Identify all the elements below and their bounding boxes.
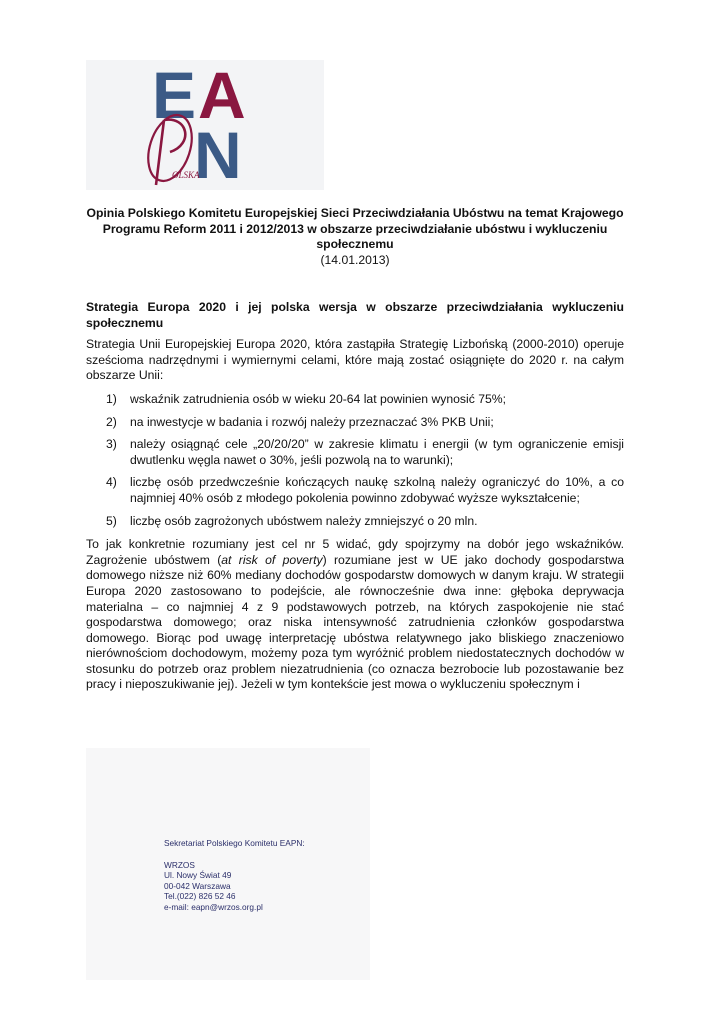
list-text: liczbę osób przedwcześnie kończących naukę szkolną należy ograniczyć do 10%, a co najmniej 40% osób z młodego pokolenia powinno zdobywać wyższe wykształcenie; — [130, 475, 624, 505]
list-number: 4) — [106, 475, 117, 490]
paragraph-part: ) rozumiane jest w UE jako dochody gospodarstwa domowego niższe niż 60% mediany dochodów gospodarstw domowych w danym kraju. W strategii Europa 2020 zastosowano to podejście, ale równocześnie dwa inne: głęboka deprywacja materialna – co najmniej 4 z 9 podstawowych potrzeb, na których zaspokojenie nie stać gospodarstwa domowego; oraz niska intensywność zatrudnienia członków gospodarstwa domowego. Biorąc pod uwagę interpretację ubóstwa relatywnego jako bliskiego znaczeniowo nierównościom dochodowym, możemy poza tym wyróżnić problem niedostatecznych dochodów w stosunku do potrzeb oraz problem niezatrudnienia (co oznacza bezrobocie lub pozostawanie bez pracy i nieposzukiwanie jej). Jeżeli w tym kontekście jest mowa o wykluczeniu społecznym i — [86, 552, 624, 692]
footer-spacer — [164, 849, 305, 860]
list-number: 5) — [106, 513, 117, 528]
intro-paragraph: Strategia Unii Europejskiej Europa 2020, która zastąpiła Strategię Lizbońską (2000-2010) operuje sześcioma nadrzędnymi i wymiernymi celami, które mają zostać osiągnięte do 2020 r. na całym obszarze Unii: — [86, 337, 624, 383]
goals-list — [86, 392, 624, 529]
paragraph-part: To jak konkretnie rozumiany jest cel nr 5 widać, gdy spojrzymy na dobór jego wskaźników. Zagrożenie ubóstwem ( — [86, 537, 624, 567]
logo-letter-n: N — [194, 118, 242, 190]
list-item — [86, 392, 624, 408]
main-content — [86, 300, 624, 701]
list-item — [86, 415, 624, 431]
list-number: 1) — [106, 391, 117, 406]
logo-letter-a: A — [198, 60, 246, 132]
footer-phone: Tel.(022) 826 52 46 — [164, 891, 236, 901]
footer-address — [164, 838, 305, 912]
logo-letter-e: E — [152, 60, 197, 132]
logo-polska-text: OLSKA — [172, 170, 200, 180]
footer-org: WRZOS — [164, 859, 195, 870]
document-title — [86, 206, 624, 268]
list-text: wskaźnik zatrudnienia osób w wieku 20-64 lat powinien wynosić 75%; — [130, 391, 506, 406]
title-date: (14.01.2013) — [320, 252, 390, 267]
list-text: liczbę osób zagrożonych ubóstwem należy zmniejszyć o 20 mln. — [130, 513, 478, 528]
title-text: Opinia Polskiego Komitetu Europejskiej Sieci Przeciwdziałania Ubóstwu na temat Krajowego Programu Reform 2011 i 2012/2013 w obszarze przeciwdziałanie ubóstwu i wykluczeniu społecznemu — [86, 206, 624, 251]
list-item — [86, 437, 624, 468]
footer-email: e-mail: eapn@wrzos.org.pl — [164, 901, 263, 912]
footer-secretariat: Sekretariat Polskiego Komitetu EAPN: — [164, 838, 305, 848]
list-number: 2) — [106, 414, 117, 429]
list-text: na inwestycje w badania i rozwój należy przeznaczać 3% PKB Unii; — [130, 414, 494, 429]
eapn-logo — [86, 60, 324, 190]
list-text: należy osiągnąć cele „20/20/20” w zakresie klimatu i energii (w tym ograniczenie emisji dwutlenku węgla nawet o 30%, jeśli pozwolą na to warunki); — [130, 437, 624, 467]
list-item — [86, 514, 624, 530]
paragraph-emphasis: at risk of poverty — [221, 552, 323, 567]
footer-street: Ul. Nowy Świat 49 — [164, 870, 232, 880]
eapn-logo-graphic — [86, 60, 324, 190]
poverty-paragraph — [86, 537, 624, 693]
list-number: 3) — [106, 437, 117, 452]
footer-city: 00-042 Warszawa — [164, 880, 231, 891]
list-item — [86, 475, 624, 506]
section-heading: Strategia Europa 2020 i jej polska wersja w obszarze przeciwdziałania wykluczeniu społecznemu — [86, 300, 624, 330]
